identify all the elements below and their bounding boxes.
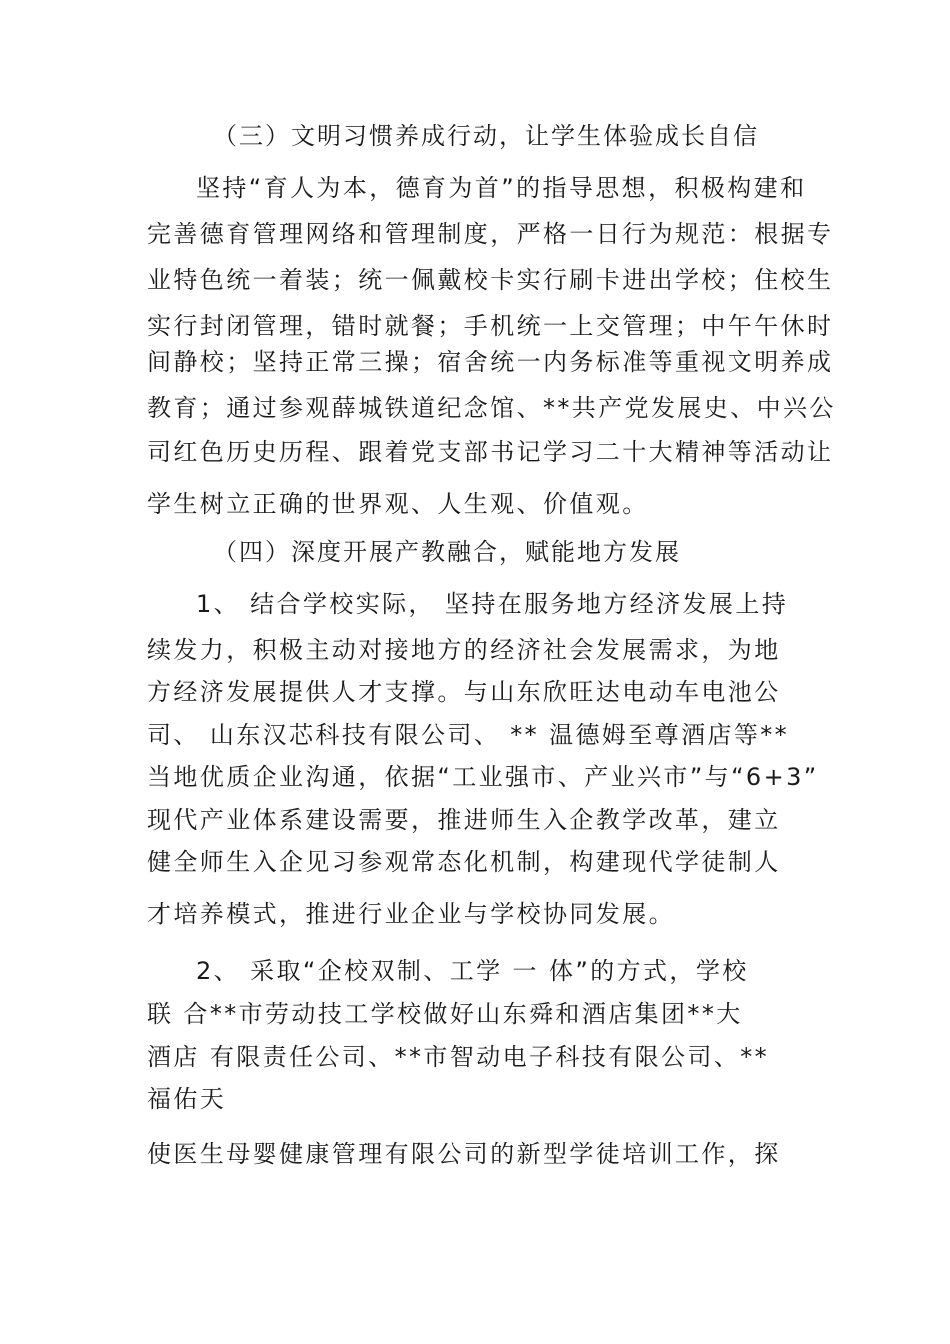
section-heading: （三）文明习惯养成行动，让学生体验成长自信 <box>213 122 759 150</box>
paragraph-line: 学生树立正确的世界观、人生观、价值观。 <box>147 490 649 518</box>
paragraph-line: 健全师生入企见习参观常态化机制，构建现代学徒制人 <box>147 848 781 876</box>
paragraph-line: 司红色历史历程、跟着党支部书记学习二十大精神等活动让 <box>147 438 834 466</box>
section-heading: （四）深度开展产教融合，赋能地方发展 <box>213 538 681 566</box>
paragraph-line: 业特色统一着装；统一佩戴校卡实行刷卡进出学校；住校生 <box>147 266 834 294</box>
paragraph-line: 福佑天 <box>147 1085 227 1113</box>
paragraph-line: 才培养模式，推进行业企业与学校协同发展。 <box>147 900 675 928</box>
paragraph-line: 司、 山东汉芯科技有限公司、 ** 温德姆至尊酒店等** <box>147 721 790 749</box>
paragraph-line: 续发力，积极主动对接地方的经济社会发展需求，为地 <box>147 636 781 664</box>
paragraph-line: 酒店 有限责任公司、**市智动电子科技有限公司、** <box>147 1043 770 1071</box>
paragraph-line: 方经济发展提供人才支撑。与山东欣旺达电动车电池公 <box>147 678 781 706</box>
paragraph-line: 当地优质企业沟通，依据“工业强市、产业兴市”与“6+3” <box>147 763 819 791</box>
paragraph-line: 现代产业体系建设需要，推进师生入企教学改革，建立 <box>147 806 781 834</box>
paragraph-line: 间静校；坚持正常三操；宿舍统一内务标准等重视文明养成 <box>147 348 834 376</box>
paragraph-line: 使医生母婴健康管理有限公司的新型学徒培训工作，探 <box>147 1140 781 1168</box>
paragraph-line: 实行封闭管理，错时就餐；手机统一上交管理；中午午休时 <box>147 312 834 340</box>
paragraph-line: 完善德育管理网络和管理制度，严格一日行为规范：根据专 <box>147 220 834 248</box>
paragraph-line: 教育；通过参观薛城铁道纪念馆、**共产党发展史、中兴公 <box>147 394 836 422</box>
paragraph-line: 1、 结合学校实际， 坚持在服务地方经济发展上持 <box>196 590 789 618</box>
paragraph-line: 坚持“育人为本，德育为首”的指导思想，积极构建和 <box>196 174 807 202</box>
paragraph-line: 联 合**市劳动技工学校做好山东舜和酒店集团**大 <box>147 1000 743 1028</box>
paragraph-line: 2、 采取“企校双制、工学 一 体”的方式，学校 <box>196 957 749 985</box>
